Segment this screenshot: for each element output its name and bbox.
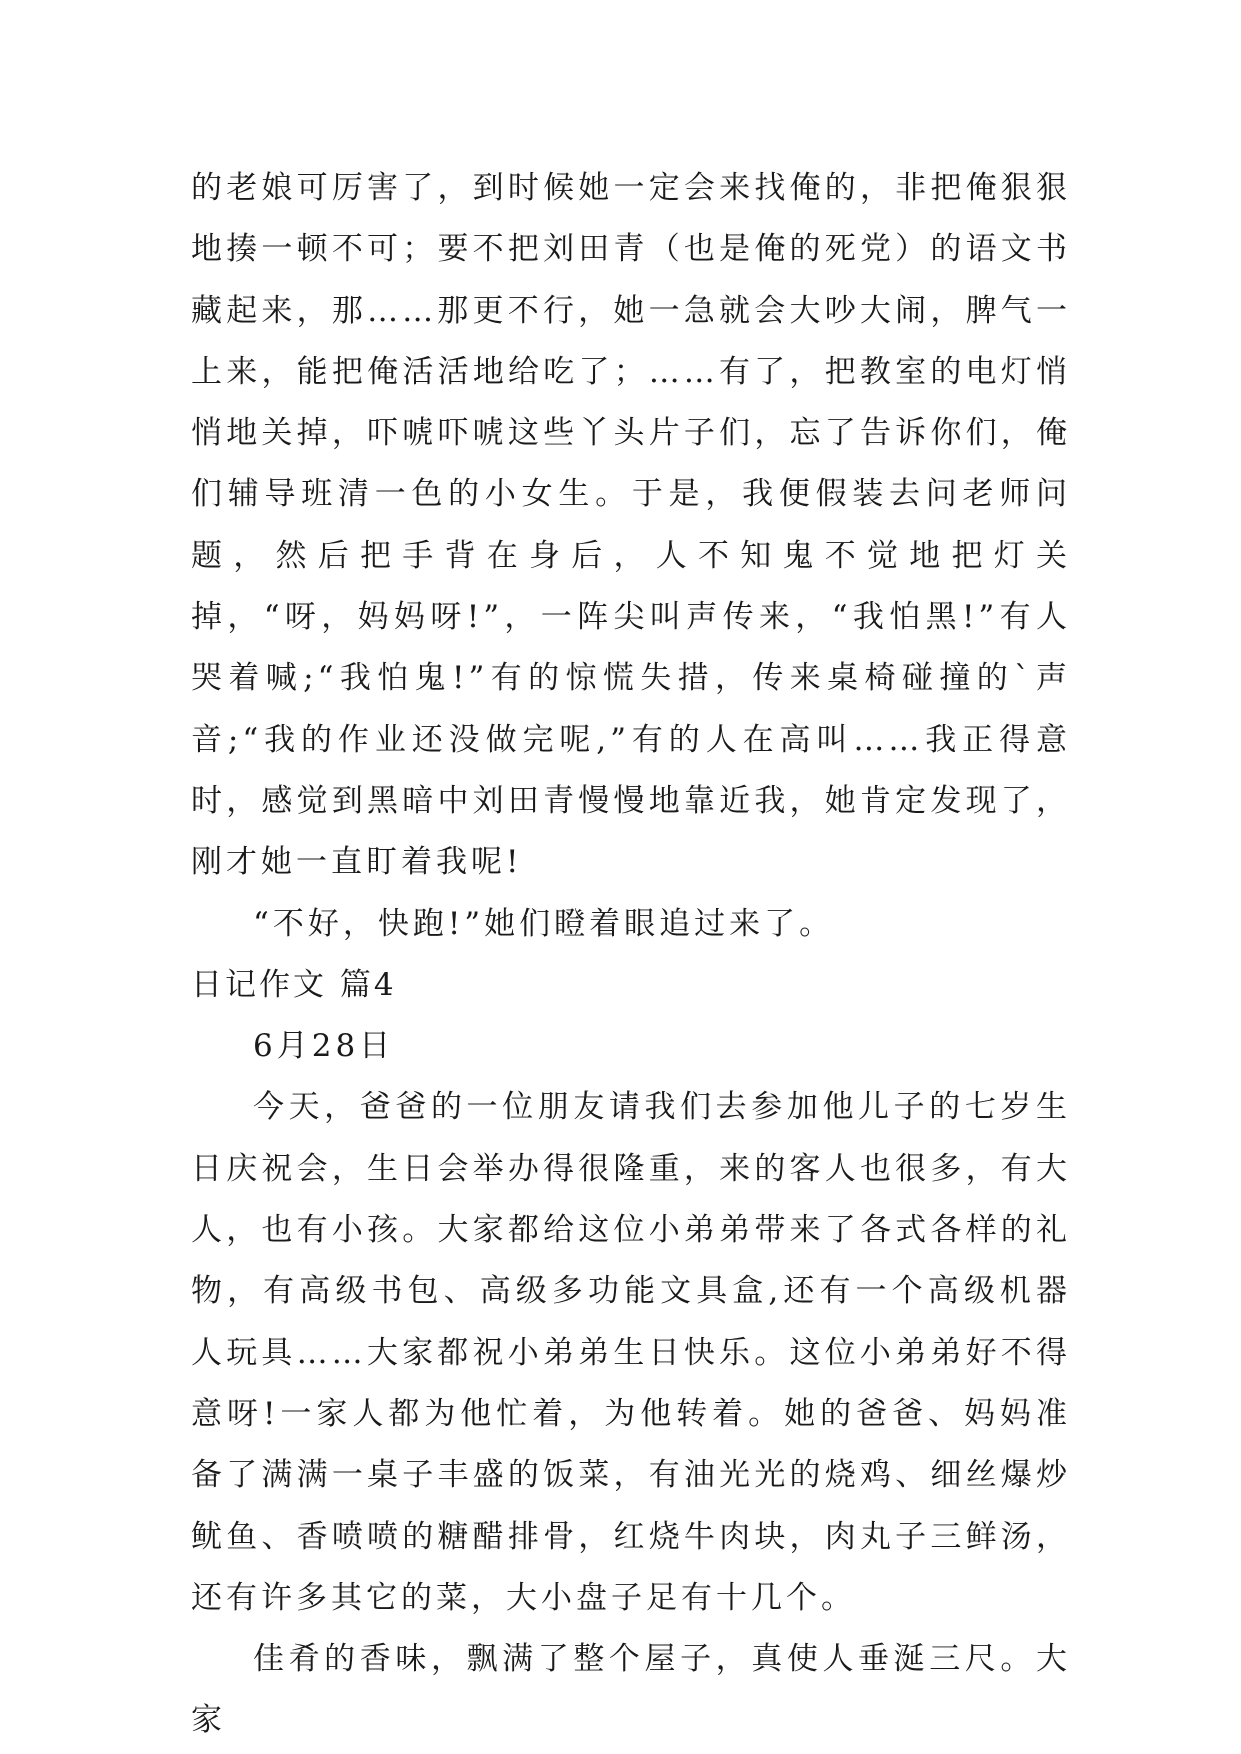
section-heading: 日记作文 篇4: [191, 966, 397, 1003]
body-paragraph-1: 今天，爸爸的一位朋友请我们去参加他儿子的七岁生日庆祝会，生日会举办得很隆重，来的客人也很多，有大人，也有小孩。大家都给这位小弟弟带来了各式各样的礼物，有高级书包、高级多功能文具盒,还有一个高级机器人玩具……大家都祝小弟弟生日快乐。这位小弟弟好不得意呀!一家人都为他忙着，为他转着。她的爸爸、妈妈准备了满满一桌子丰盛的饭菜，有油光光的烧鸡、细丝爆炒鱿鱼、香喷喷的糖醋排骨，红烧牛肉块，肉丸子三鲜汤，还有许多其它的菜，大小盘子足有十几个。: [191, 1089, 1071, 1616]
quote-paragraph: “不好，快跑!”她们瞪着眼追过来了。: [253, 905, 835, 942]
body-paragraph-2: 佳肴的香味，飘满了整个屋子，真使人垂涎三尺。大家: [191, 1641, 1071, 1739]
date-line: 6月28日: [253, 1028, 395, 1065]
continuation-paragraph: 的老娘可厉害了，到时候她一定会来找俺的，非把俺狠狠地揍一顿不可；要不把刘田青（也是俺的死党）的语文书藏起来，那……那更不行，她一急就会大吵大闹，脾气一上来，能把俺活活地给吃了；……有了，把教室的电灯悄悄地关掉，吓唬吓唬这些丫头片子们，忘了告诉你们，俺们辅导班清一色的小女生。于是，我便假装去问老师问题，然后把手背在身后，人不知鬼不觉地把灯关掉，“呀，妈妈呀!”，一阵尖叫声传来，“我怕黑!”有人哭着喊;“我怕鬼!”有的惊慌失措，传来桌椅碰撞的`声音;“我的作业还没做完呢,”有的人在高叫……我正得意时，感觉到黑暗中刘田青慢慢地靠近我，她肯定发现了，刚才她一直盯着我呢!: [191, 170, 1071, 881]
document-body: [191, 158, 1071, 1752]
